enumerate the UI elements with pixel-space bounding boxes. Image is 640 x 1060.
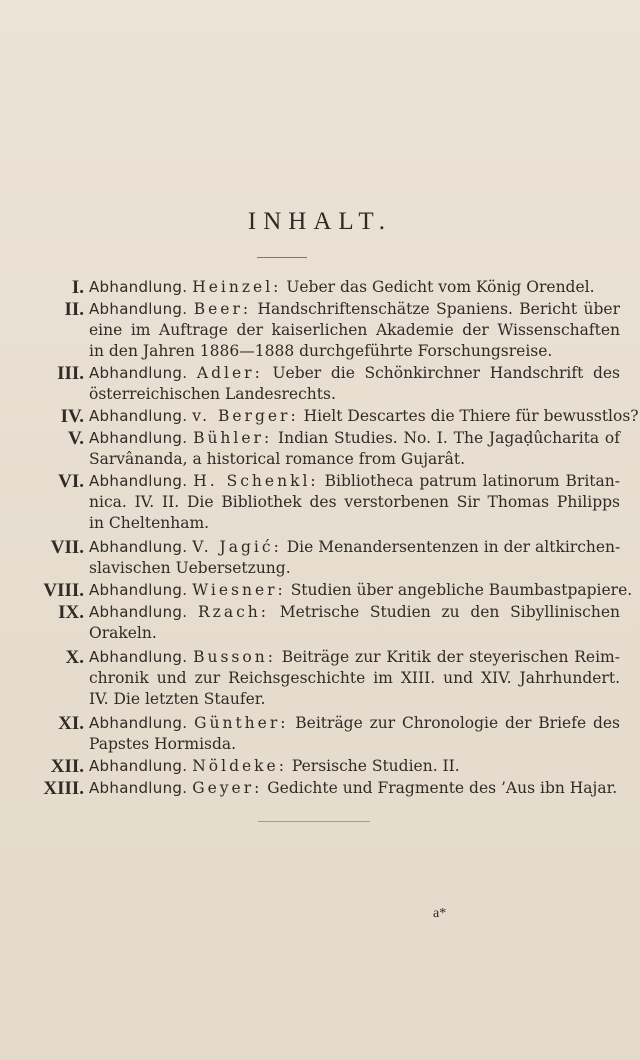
entry-text: nica. IV. II. Die Bibliothek des verstorbenen Sir Thomas Philipps xyxy=(89,493,620,511)
entry-number: VI. xyxy=(58,471,84,492)
toc-entry xyxy=(30,647,620,710)
entry-text: Ueber das Gedicht vom König Orendel. xyxy=(286,278,595,296)
entry-line xyxy=(89,471,620,492)
entry-line xyxy=(89,449,620,470)
toc-entry xyxy=(30,406,639,427)
entry-text: slavischen Uebersetzung. xyxy=(89,559,291,577)
entry-keyword: Abhandlung. xyxy=(89,407,188,425)
entry-text: Indian Studies. No. I. The Jagaḍûcharita of xyxy=(277,429,620,447)
entry-author: Günther: xyxy=(194,714,289,732)
toc-entry xyxy=(30,537,620,579)
toc-entry xyxy=(30,277,620,298)
entry-line xyxy=(89,320,620,341)
entry-author: Nöldeke: xyxy=(192,757,287,775)
entry-number: XIII. xyxy=(43,778,84,799)
toc-entry xyxy=(30,713,620,755)
entry-text: eine im Auftrage der kaiserlichen Akademie der Wissenschaften xyxy=(89,321,620,339)
entry-line xyxy=(89,341,620,362)
entry-author: v. Berger: xyxy=(192,407,299,425)
entry-text: Papstes Hormisda. xyxy=(89,735,237,753)
entry-number: III. xyxy=(57,363,84,384)
entry-text: Beiträge zur Chronologie der Briefe des xyxy=(295,714,620,732)
entry-number: X. xyxy=(65,647,84,668)
entry-number: VIII. xyxy=(43,580,84,601)
entry-author: Busson: xyxy=(193,648,276,666)
toc-entry xyxy=(30,756,620,777)
entry-text: Gedichte und Fragmente des ’Aus ibn Hajar. xyxy=(267,779,618,797)
entry-line xyxy=(89,668,620,689)
entry-line xyxy=(89,299,620,320)
entry-line xyxy=(89,537,620,558)
entry-keyword: Abhandlung. xyxy=(89,581,188,599)
entry-keyword: Abhandlung. xyxy=(89,648,188,666)
entry-keyword: Abhandlung. xyxy=(89,538,188,556)
entry-line xyxy=(89,647,620,668)
entry-keyword: Abhandlung. xyxy=(89,364,188,382)
entry-keyword: Abhandlung. xyxy=(89,429,188,447)
signature-mark: a* xyxy=(433,906,447,921)
entry-line xyxy=(89,406,639,427)
toc-entry xyxy=(30,778,620,799)
entry-author: Rzach: xyxy=(198,603,269,621)
entry-text: IV. Die letzten Staufer. xyxy=(89,690,266,708)
entry-text: Persische Studien. II. xyxy=(291,757,460,775)
page-title: INHALT. xyxy=(247,208,393,235)
entry-keyword: Abhandlung. xyxy=(89,779,188,797)
bottom-rule xyxy=(258,821,370,822)
toc-entry xyxy=(30,363,620,405)
entry-text: in Cheltenham. xyxy=(89,514,210,532)
entry-number: IV. xyxy=(60,406,84,427)
entry-line xyxy=(89,363,620,384)
toc-entry xyxy=(30,299,620,362)
entry-line xyxy=(89,756,620,777)
entry-author: Adler: xyxy=(196,364,263,382)
entry-text: Studien über angebliche Baumbastpapiere. xyxy=(290,581,633,599)
entry-author: Heinzel: xyxy=(192,278,282,296)
toc-entry xyxy=(30,428,620,470)
entry-text: Orakeln. xyxy=(89,624,157,642)
entry-line xyxy=(89,580,633,601)
toc-entry xyxy=(30,602,620,644)
entry-line xyxy=(89,689,620,710)
entry-keyword: Abhandlung. xyxy=(89,714,188,732)
entry-text: Hielt Descartes die Thiere für bewusstlos? xyxy=(303,407,639,425)
entry-number: XII. xyxy=(50,756,84,777)
entry-number: I. xyxy=(71,277,84,298)
entry-number: VII. xyxy=(50,537,84,558)
toc-entry xyxy=(30,471,620,534)
entry-author: Bühler: xyxy=(193,429,273,447)
entry-text: Metrische Studien zu den Sibyllinischen xyxy=(279,603,620,621)
entry-number: XI. xyxy=(58,713,84,734)
entry-text: Beiträge zur Kritik der steyerischen Reim- xyxy=(281,648,620,666)
entry-text: österreichischen Landesrechts. xyxy=(89,385,336,403)
entry-text: Ueber die Schönkirchner Handschrift des xyxy=(272,364,621,382)
entry-line xyxy=(89,492,620,513)
entry-number: V. xyxy=(67,428,84,449)
entry-line xyxy=(89,384,620,405)
entry-line xyxy=(89,513,620,534)
entry-text: Bibliotheca patrum latinorum Britan- xyxy=(324,472,620,490)
entry-line xyxy=(89,623,620,644)
entry-keyword: Abhandlung. xyxy=(89,757,188,775)
entry-keyword: Abhandlung. xyxy=(89,603,188,621)
entry-number: II. xyxy=(64,299,84,320)
entry-author: V. Jagić: xyxy=(192,538,282,556)
entry-text: in den Jahren 1886—1888 durchgeführte Forschungsreise. xyxy=(89,342,553,360)
entry-keyword: Abhandlung. xyxy=(89,472,188,490)
entry-keyword: Abhandlung. xyxy=(89,278,188,296)
entry-line xyxy=(89,778,620,799)
entry-text: chronik und zur Reichsgeschichte im XIII. und XIV. Jahrhundert. xyxy=(89,669,620,687)
title-rule xyxy=(257,257,307,258)
entry-author: Beer: xyxy=(193,300,252,318)
entry-author: Wiesner: xyxy=(192,581,286,599)
entry-line xyxy=(89,277,620,298)
entry-line xyxy=(89,734,620,755)
entry-author: H. Schenkl: xyxy=(193,472,319,490)
entry-text: Die Menandersentenzen in der altkirchen- xyxy=(286,538,621,556)
entry-text: Sarvânanda, a historical romance from Gujarât. xyxy=(89,450,466,468)
entry-line xyxy=(89,558,620,579)
entry-keyword: Abhandlung. xyxy=(89,300,188,318)
entry-author: Geyer: xyxy=(192,779,263,797)
entry-line xyxy=(89,428,620,449)
table-of-contents xyxy=(30,277,639,799)
toc-entry xyxy=(30,580,633,601)
entry-line xyxy=(89,602,620,623)
entry-text: Handschriftenschätze Spaniens. Bericht über xyxy=(257,300,620,318)
entry-number: IX. xyxy=(58,602,84,623)
entry-line xyxy=(89,713,620,734)
